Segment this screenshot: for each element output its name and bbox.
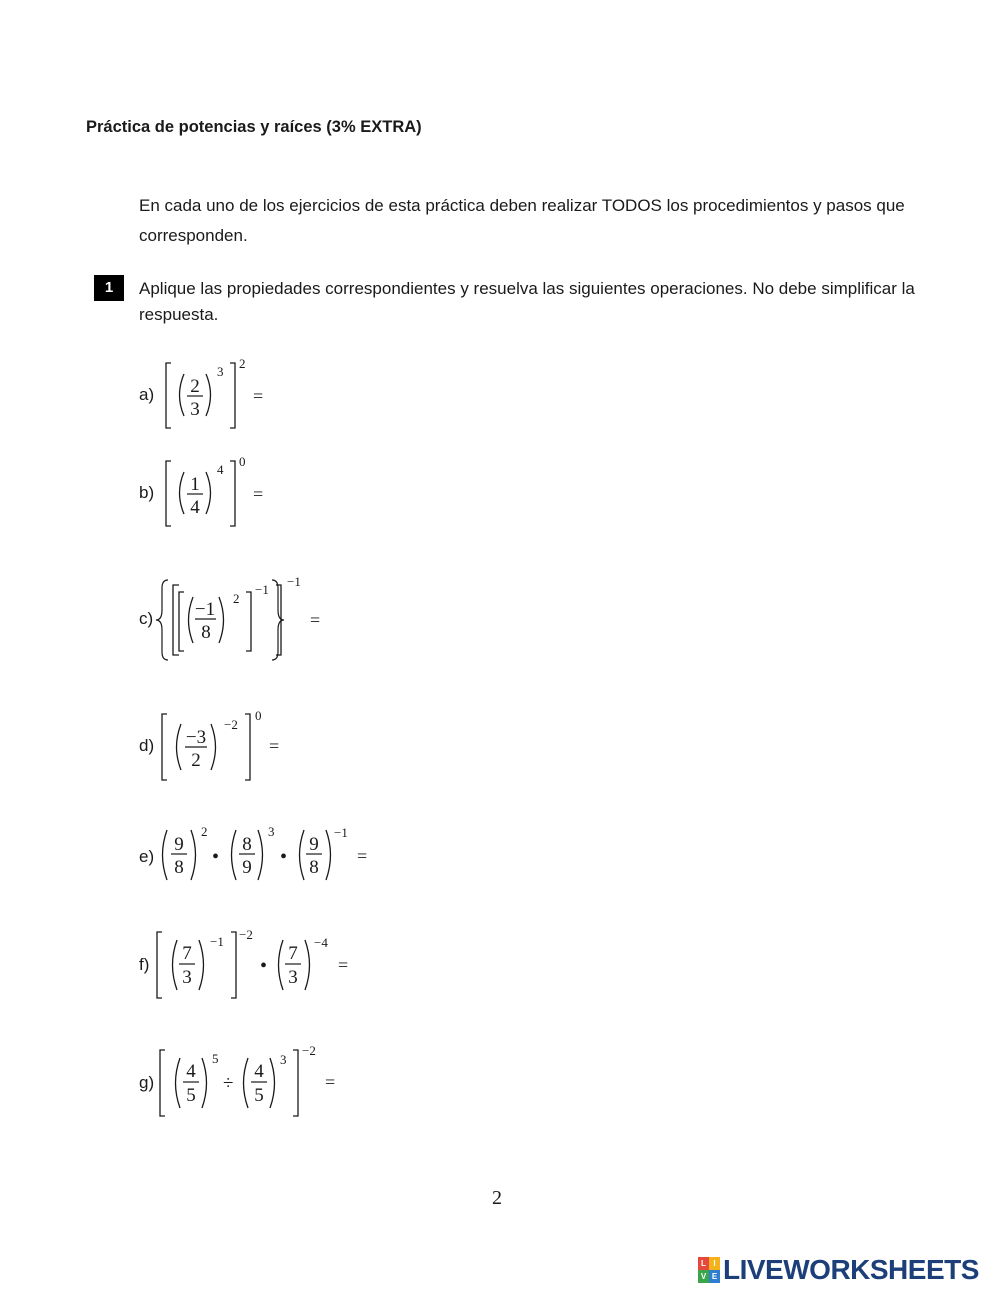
exercise-label: f) (139, 955, 150, 974)
equals-sign: = (310, 610, 321, 630)
right-brace (272, 580, 284, 660)
numerator: 7 (288, 943, 298, 964)
exponent: 5 (212, 1051, 219, 1066)
exponent: 3 (268, 824, 275, 839)
denominator: 5 (254, 1085, 264, 1106)
right-inner-bracket (246, 592, 251, 651)
math-expression-g (139, 1040, 379, 1125)
page-number: 2 (492, 1187, 502, 1209)
left-paren (173, 940, 178, 990)
exponent: −1 (334, 825, 348, 840)
equals-sign: = (338, 955, 349, 975)
right-bracket (245, 714, 250, 780)
left-paren (177, 724, 182, 770)
logo-letter: E (709, 1270, 720, 1283)
equals-sign: = (269, 736, 280, 756)
denominator: 4 (190, 497, 200, 518)
numerator: 9 (309, 834, 319, 855)
multiply-operator: • (260, 955, 268, 977)
math-expression-e (139, 820, 399, 890)
left-brace (156, 580, 168, 660)
right-paren (326, 830, 331, 880)
exercise-label: d) (139, 736, 155, 755)
outer-exponent: −1 (287, 574, 301, 589)
right-bracket (231, 932, 236, 998)
numerator: −1 (194, 599, 216, 620)
left-paren (176, 1058, 181, 1108)
middle-exponent: −1 (255, 582, 269, 597)
logo-letter: I (709, 1257, 720, 1270)
inner-exponent: −1 (210, 934, 224, 949)
equals-sign: = (357, 846, 368, 866)
left-paren (300, 830, 305, 880)
right-paren (305, 940, 310, 990)
left-paren (232, 830, 237, 880)
question-number-badge: 1 (94, 275, 124, 301)
inner-exponent: 3 (217, 364, 224, 379)
right-bracket (230, 363, 235, 428)
denominator: 8 (174, 857, 184, 878)
left-paren (244, 1058, 249, 1108)
right-paren (211, 724, 216, 770)
numerator: 4 (186, 1061, 196, 1082)
logo-letter: V (698, 1270, 709, 1283)
outer-exponent: −2 (302, 1043, 316, 1058)
inner-exponent: −2 (224, 717, 238, 732)
page-title: Práctica de potencias y raíces (3% EXTRA) (86, 118, 422, 136)
right-paren (202, 1058, 207, 1108)
right-paren (206, 374, 211, 416)
exercise-label: b) (139, 483, 155, 502)
left-paren (180, 472, 185, 514)
left-bracket (162, 714, 167, 780)
left-bracket (157, 932, 162, 998)
equals-sign: = (253, 386, 264, 406)
brand-name: LIVEWORKSHEETS (723, 1254, 979, 1285)
numerator: 8 (242, 834, 252, 855)
left-paren (180, 374, 185, 416)
outer-exponent: 0 (239, 454, 246, 469)
question-text: Aplique las propiedades correspondientes y resuelva las siguientes operaciones. No debe simplificar la respuesta. (139, 279, 915, 324)
exercise-label: e) (139, 847, 155, 866)
exponent: 3 (280, 1052, 287, 1067)
denominator: 2 (191, 750, 201, 771)
denominator: 3 (182, 967, 192, 988)
numerator: 2 (190, 376, 200, 397)
numerator: 9 (174, 834, 184, 855)
right-paren (258, 830, 263, 880)
right-bracket (230, 461, 235, 526)
denominator: 3 (288, 967, 298, 988)
exercise-label: a) (139, 385, 155, 404)
left-outer-bracket (173, 585, 179, 655)
right-paren (219, 597, 224, 643)
numerator: 4 (254, 1061, 264, 1082)
left-paren (279, 940, 284, 990)
math-expression-f (139, 922, 379, 1007)
left-bracket (166, 461, 171, 526)
math-expression-b (139, 453, 319, 533)
left-inner-bracket (179, 592, 184, 651)
math-expression-a (139, 355, 319, 435)
equals-sign: = (325, 1072, 336, 1092)
right-paren (206, 472, 211, 514)
exercise-label: c) (139, 609, 154, 628)
right-paren (191, 830, 196, 880)
liveworksheets-brand (698, 1254, 979, 1286)
numerator: 7 (182, 943, 192, 964)
inner-exponent: 2 (233, 591, 240, 606)
exercise-label: g) (139, 1073, 155, 1092)
right-paren (199, 940, 204, 990)
left-paren (163, 830, 168, 880)
math-expression-d (139, 705, 339, 790)
multiply-operator: • (212, 846, 220, 868)
exponent: 2 (201, 824, 208, 839)
denominator: 5 (186, 1085, 196, 1106)
left-paren (189, 597, 194, 643)
inner-exponent: 4 (217, 462, 224, 477)
intro-paragraph: En cada uno de los ejercicios de esta práctica deben realizar TODOS los procedimientos y pasos que corresponden. (139, 196, 905, 245)
liveworksheets-logo-icon (698, 1257, 720, 1283)
denominator: 3 (190, 399, 200, 420)
equals-sign: = (253, 484, 264, 504)
right-paren (270, 1058, 275, 1108)
outer-exponent: −2 (239, 927, 253, 942)
math-expression-c (139, 570, 359, 670)
denominator: 8 (309, 857, 319, 878)
numerator: −3 (185, 727, 207, 748)
outer-exponent: 2 (239, 356, 246, 371)
logo-letter: L (698, 1257, 709, 1270)
left-bracket (166, 363, 171, 428)
numerator: 1 (190, 474, 200, 495)
outer-exponent: 0 (255, 708, 262, 723)
denominator: 8 (201, 622, 211, 643)
multiply-operator: • (280, 846, 288, 868)
denominator: 9 (242, 857, 252, 878)
exponent: −4 (314, 935, 328, 950)
right-bracket (293, 1050, 298, 1116)
divide-operator: ÷ (223, 1073, 234, 1094)
left-bracket (160, 1050, 165, 1116)
